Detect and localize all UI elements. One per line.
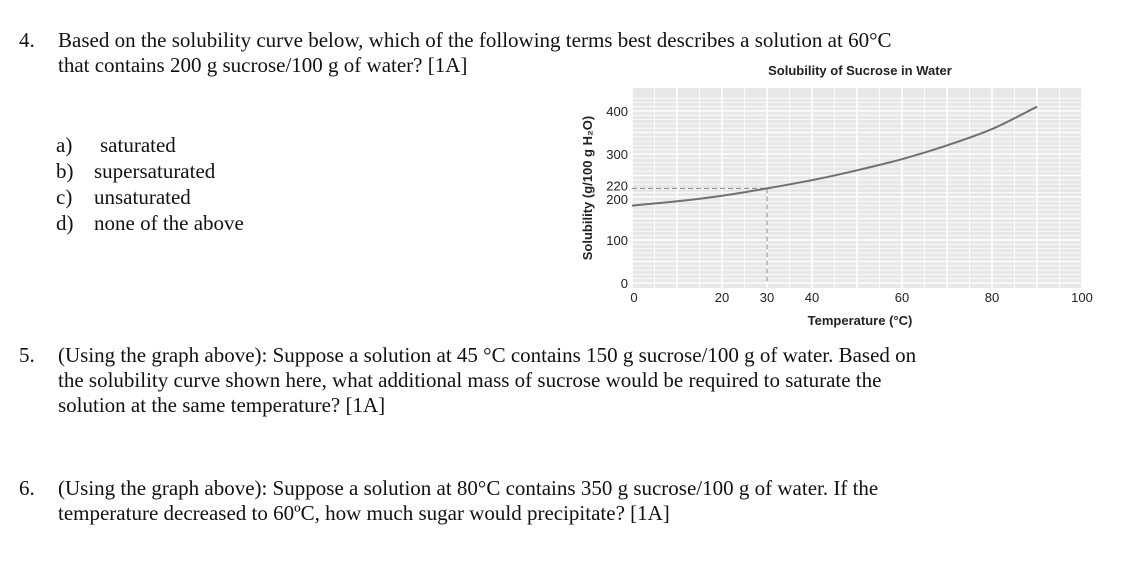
y-tick-label: 100 — [606, 233, 628, 248]
option-letter: c) — [56, 185, 73, 209]
x-tick-label: 0 — [630, 290, 638, 305]
option-text: unsaturated — [94, 185, 191, 209]
x-tick-label: 80 — [984, 290, 1000, 305]
x-tick-label: 100 — [1071, 290, 1093, 305]
y-tick-label: 400 — [606, 104, 628, 119]
x-tick-label: 30 — [759, 290, 775, 305]
x-axis-label: Temperature (°C) — [807, 313, 913, 328]
y-axis-label: Solubility (g/100 g H₂O) — [580, 115, 595, 261]
question-line: Based on the solubility curve below, which of the following terms best describes a solution at 60°C — [58, 28, 892, 52]
question-line: solution at the same temperature? [1A] — [58, 393, 386, 417]
option-letter: a) — [56, 133, 73, 157]
x-tick-labels — [630, 290, 1092, 305]
option-text: none of the above — [94, 211, 244, 235]
x-tick-label: 20 — [714, 290, 730, 305]
y-tick-labels — [606, 104, 628, 291]
question-line: the solubility curve shown here, what additional mass of sucrose would be required to saturate the — [58, 368, 882, 392]
x-tick-label: 60 — [894, 290, 910, 305]
y-tick-label: 220 — [606, 178, 628, 194]
question-text — [58, 476, 878, 526]
question-number: 5. — [19, 343, 35, 367]
option-text: saturated — [100, 133, 176, 157]
question-number: 4. — [19, 28, 35, 52]
y-tick-label: 0 — [620, 276, 628, 291]
option-letter: b) — [56, 159, 74, 183]
y-tick-label: 300 — [606, 147, 628, 162]
question-number: 6. — [19, 476, 35, 500]
question-line: that contains 200 g sucrose/100 g of water? [1A] — [58, 53, 468, 77]
solubility-chart — [560, 55, 1100, 335]
question-line: (Using the graph above): Suppose a solution at 80°C contains 350 g sucrose/100 g of water. If the — [58, 476, 879, 500]
option-text: supersaturated — [94, 159, 216, 183]
question-line: temperature decreased to 60ºC, how much sugar would precipitate? [1A] — [58, 501, 670, 525]
question-line: (Using the graph above): Suppose a solution at 45 °C contains 150 g sucrose/100 g of water. Based on — [58, 343, 917, 367]
chart-title: Solubility of Sucrose in Water — [768, 63, 952, 78]
y-tick-label: 200 — [606, 192, 628, 207]
question-text — [58, 343, 916, 418]
x-tick-label: 40 — [804, 290, 820, 305]
option-letter: d) — [56, 211, 74, 235]
